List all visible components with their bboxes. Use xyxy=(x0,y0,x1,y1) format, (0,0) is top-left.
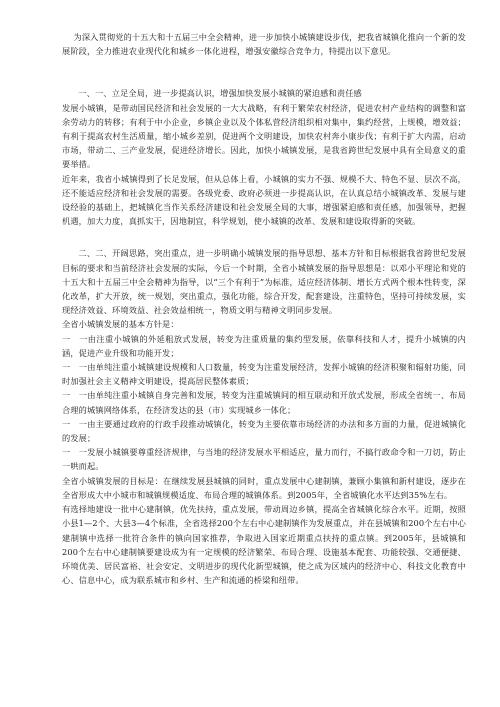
section-2-paragraph-7: 全省小城镇发展的目标是：在继续发展县城镇的同时，重点发展中心建制镇，兼顾小集镇和新村建设，逐步在全省形成大中小城市和城镇规模适度、布局合理的城镇体系。到2005年，全省城镇化水平达到35%左右。 xyxy=(62,475,466,500)
section-2-paragraph-5: 一 一由主要通过政府的行政手段推动城镇化，转变为主要依靠市场经济的办法和多方面的力量，促进城镇化的发展； xyxy=(62,418,466,444)
section-2-paragraph-2: 一 一由注重小城镇的外延粗放式发展，转变为注重质量的集约型发展，依靠科技和人才，提升小城镇的内涵，促进产业升级和功能开发； xyxy=(62,333,466,358)
intro-paragraph: 为深入贯彻党的十五大和十五届三中全会精神，进一步加快小城镇建设步伐，把我省城镇化推向一个新的发展阶段，全力推进农业现代化和城乡一体化进程，增强安徽综合竞争力，特提出以下意见。 xyxy=(62,32,466,57)
spacer xyxy=(62,58,466,86)
section-2-paragraph-8: 有选择地建设一批中心建制镇，优先扶持，重点发展，带动周边乡镇，提高全省城镇化综合水平。近期，按照小县1—2个、大县3—4个标准，全省选择200个左右中心建制镇作为发展重点，并在县城镇和200个左右中心建制镇中选择一批符合条件的镇向国家推荐，争取进入国家近期重点扶持的重点镇。到2005年，县城镇和200个左右中心建制镇要建设成为有一定规模的经济繁荣、布局合理、设施基本配套、功能较强、交通便捷、环境优美、居民富裕、社会安定、文明进步的现代化新型城镇，使之成为区域内的经济中心、科技文化教育中心、信息中心，成为联系城市和乡村、生产和流通的桥梁和纽带。 xyxy=(62,504,466,586)
section-2-paragraph-6: 一 一发展小城镇要尊重经济规律，与当地的经济发展水平相适应，量力而行，不搞行政命令和一刀切，防止一哄而起。 xyxy=(62,447,466,472)
section-2-paragraph-3: 一 一由单纯注重小城镇建设规模和人口数量，转变为注重发展经济，发挥小城镇的经济积聚和辐射功能，同时加强社会主义精神文明建设，提高居民整体素质； xyxy=(62,362,466,387)
section-1-paragraph-2: 近年来，我省小城镇得到了长足发展，但从总体上看，小城镇的实力不强、规模不大、特色不显、层次不高，还不能适应经济和社会发展的需要。各级党委、政府必须进一步提高认识，在认真总结小城镇改革、发展与建设经验的基础上，把城镇化当作关系经济建设和社会发展全局的大事，增强紧迫感和责任感，加强领导，把握机遇，加大力度，真抓实干，因地制宜，科学规划，使小城镇的改革、发展和建设取得新的突破。 xyxy=(62,173,466,227)
spacer xyxy=(62,228,466,246)
section-1-heading: 一、一、立足全局，进一步提高认识，增强加快发展小城镇的紧迫感和责任感 xyxy=(78,88,362,99)
section-1-paragraph-1: 发展小城镇，是带动国民经济和社会发展的一大大战略，有利于繁荣农村经济，促进农村产业结构的调整和富余劳动力的转移；有利于中小企业，乡镇企业以及个体私营经济组织相对集中，集约经营，上规模，增效益；有利于提高农村生活质量，缩小城乡差别，促进两个文明建设，加快农村奔小康步伐；有利于扩大内需，启动市场，带动二、三产业发展，促进经济增长。因此，加快小城镇发展，是我省跨世纪发展中具有全局意义的重要举措。 xyxy=(62,102,466,170)
section-2-heading: 二、二、开阔思路，突出重点，进一步明确小城镇发展的指导思想、基本方针和目标根据我省跨世纪发展目标的要求和当前经济社会发展的实际，今后一个时期，全省小城镇发展的指导思想是：以邓小平理论和党的十五大和十五届三中全会精神为指导，以“三个有利于”为标准，适应经济体制、增长方式两个根本性转变，深化改革，扩大开放，统一规划，突出重点，强化功能，综合开发，配套建设，注重特色，坚持可持续发展，实现经济效益、环境效益、社会效益相统一，物质文明与精神文明同步发展。 xyxy=(62,248,466,316)
section-2-paragraph-4: 一 一由单纯注重小城镇自身完善和发展，转变为注重城镇间的相互联动和开放式发展，形成全省统一、布局合理的城镇网络体系，在经济发达的县（市）实现城乡一体化； xyxy=(62,390,466,415)
section-2-paragraph-1: 全省小城镇发展的基本方针是： xyxy=(62,319,179,330)
